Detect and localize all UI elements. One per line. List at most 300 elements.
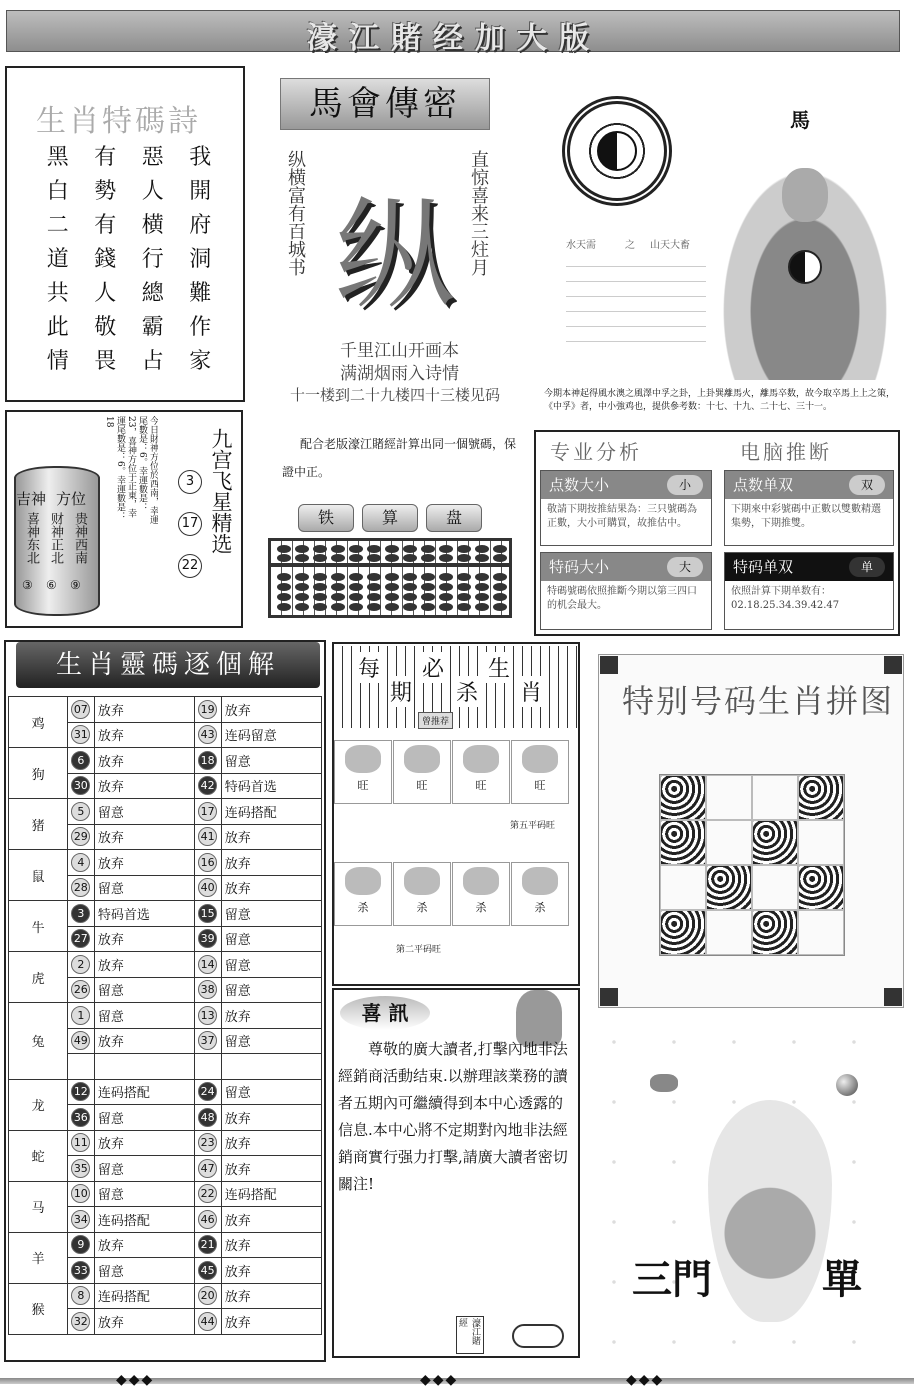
poem-char: 作 <box>189 315 212 340</box>
zodiac-advice: 放弃 <box>94 697 194 723</box>
zodiac-num-cell <box>68 1181 95 1207</box>
abacus-bead <box>475 545 489 553</box>
puzzle-corner-bl <box>600 988 618 1006</box>
animal-icon <box>522 745 558 773</box>
zodiac-num-cell <box>195 1207 222 1233</box>
zodiac-advice: 连码留意 <box>221 722 321 748</box>
poem-char: 此 <box>46 315 69 340</box>
abacus-bead <box>421 593 435 601</box>
abacus-bead <box>295 573 309 581</box>
zodiac-row <box>9 1232 322 1258</box>
abacus-bead <box>421 554 435 562</box>
abacus-bead <box>349 573 363 581</box>
zodiac-num-cell <box>195 977 222 1003</box>
footer-diamonds-2: ◆◆◆ <box>420 1372 459 1388</box>
zodiac-number: 26 <box>71 980 90 999</box>
zodiac-title: 生肖靈碼逐個解 <box>16 642 320 688</box>
zodiac-num-cell <box>68 1003 95 1029</box>
abacus-bead <box>439 583 453 591</box>
abacus-bead <box>439 545 453 553</box>
abacus-bead <box>493 545 507 553</box>
zodiac-num-cell <box>195 1130 222 1156</box>
poem-char: 道 <box>46 247 69 272</box>
abacus-bead <box>331 603 345 611</box>
kill-cell <box>334 862 392 926</box>
abacus-bead <box>313 603 327 611</box>
zodiac-advice: 连码搭配 <box>221 1181 321 1207</box>
kill-cell <box>393 740 451 804</box>
zodiac-number: 12 <box>71 1082 90 1101</box>
zodiac-num-cell <box>195 1309 222 1335</box>
hexagram-right-head: 山天大畜 <box>650 240 690 251</box>
zodiac-number: 1 <box>71 1006 90 1025</box>
zodiac-number: 11 <box>71 1133 90 1152</box>
abacus-bead <box>331 593 345 601</box>
animal-icon <box>345 745 381 773</box>
zodiac-animal: 马 <box>9 1181 68 1232</box>
abacus-bead <box>277 603 291 611</box>
zodiac-number: 44 <box>198 1312 217 1331</box>
zodiac-num-cell <box>195 1028 222 1054</box>
zodiac-advice: 放弃 <box>221 824 321 850</box>
abacus-bead <box>367 573 381 581</box>
zodiac-num-cell <box>195 697 222 723</box>
puzzle-corner-tl <box>600 656 618 674</box>
poem-char: 情 <box>46 349 69 374</box>
panel-size-badge: 小 <box>667 475 703 495</box>
poem-char: 總 <box>141 281 164 306</box>
zodiac-number: 45 <box>198 1261 217 1280</box>
abacus-bead <box>475 603 489 611</box>
panel-special-parity <box>724 552 894 630</box>
zodiac-advice: 留意 <box>94 1181 194 1207</box>
zodiac-advice: 留意 <box>94 875 194 901</box>
poem-char: 人 <box>94 281 117 306</box>
abacus-bead <box>493 603 507 611</box>
puzzle-tile <box>660 865 706 910</box>
zodiac-number: 21 <box>198 1235 217 1254</box>
panel-special-size-head: 特码大小 <box>549 558 610 576</box>
abacus-bead <box>367 545 381 553</box>
poem-char: 家 <box>189 349 212 374</box>
zodiac-num-cell <box>68 952 95 978</box>
zodiac-advice: 留意 <box>94 1156 194 1182</box>
zodiac-row <box>9 901 322 927</box>
kill-cell <box>511 862 569 926</box>
kill-title-char: 肖 <box>518 676 544 707</box>
zodiac-num-cell <box>195 952 222 978</box>
zodiac-number: 30 <box>71 776 90 795</box>
puzzle-tile <box>798 865 844 910</box>
zodiac-number: 19 <box>198 700 217 719</box>
kill-cell-label: 杀 <box>416 901 428 914</box>
zodiac-number: 14 <box>198 955 217 974</box>
zodiac-num-cell <box>195 850 222 876</box>
zodiac-advice: 连码搭配 <box>94 1283 194 1309</box>
poem-char: 開 <box>189 179 212 204</box>
zodiac-row <box>9 850 322 876</box>
abacus-bead <box>277 583 291 591</box>
zodiac-num-cell <box>195 1054 222 1080</box>
abacus-bead <box>403 554 417 562</box>
abacus-bead <box>439 603 453 611</box>
zodiac-number: 28 <box>71 878 90 897</box>
zodiac-num-cell <box>68 722 95 748</box>
abacus-bead <box>457 603 471 611</box>
right-calligraphy: 直惊喜来三炷月 <box>468 150 489 276</box>
zodiac-advice: 放弃 <box>221 1283 321 1309</box>
zodiac-num-cell <box>195 1232 222 1258</box>
puzzle-corner-br <box>884 988 902 1006</box>
abacus-bead <box>475 583 489 591</box>
zodiac-num-cell <box>68 1283 95 1309</box>
puzzle-tile <box>706 910 752 955</box>
zodiac-number: 37 <box>198 1031 217 1050</box>
abacus-bead <box>421 573 435 581</box>
panel-size-body: 敬請下期按推結果為：三只號碼為正數，大小可購買，故推估中。 <box>547 504 697 529</box>
poem-char: 二 <box>46 213 69 238</box>
abacus-title-3: 盘 <box>426 504 482 532</box>
zodiac-table <box>8 696 322 1335</box>
zodiac-advice: 放弃 <box>221 1156 321 1182</box>
zodiac-num-cell <box>68 1028 95 1054</box>
zodiac-row <box>9 952 322 978</box>
abacus-bead <box>331 545 345 553</box>
zodiac-num-cell <box>68 977 95 1003</box>
ball-icon <box>836 1074 858 1096</box>
kill-cell-label: 杀 <box>534 901 546 914</box>
poem-char: 行 <box>141 247 164 272</box>
poem-line-3: 十一楼到二十九楼四十三楼见码 <box>290 386 501 404</box>
abacus-bead <box>277 545 291 553</box>
god-label-2: 方位 <box>56 490 87 508</box>
horse-label: 馬 <box>790 108 810 132</box>
puzzle-tile <box>752 910 798 955</box>
abacus-bead <box>367 593 381 601</box>
big-character: 纵 <box>335 187 455 326</box>
zodiac-advice: 放弃 <box>94 773 194 799</box>
top-banner <box>6 10 900 56</box>
panel-special-size <box>540 552 712 630</box>
animal-icon <box>463 867 499 895</box>
god-num-3: ⑨ <box>70 578 81 592</box>
abacus-title-2: 算 <box>362 504 418 532</box>
puzzle-tile <box>752 820 798 865</box>
abacus-bead <box>439 573 453 581</box>
panel-parity-badge: 双 <box>849 475 885 495</box>
zodiac-num-cell <box>68 901 95 927</box>
abacus-bead <box>439 554 453 562</box>
animal-icon <box>345 867 381 895</box>
panel-parity <box>724 470 894 546</box>
god-num-1: ③ <box>22 578 33 592</box>
zodiac-advice: 放弃 <box>94 722 194 748</box>
zodiac-number: 36 <box>71 1108 90 1127</box>
zodiac-num-cell <box>195 1003 222 1029</box>
footer-diamonds-3: ◆◆◆ <box>626 1372 665 1388</box>
zodiac-advice: 留意 <box>94 1105 194 1131</box>
zodiac-num-cell <box>68 1054 95 1080</box>
poem-char: 勢 <box>94 179 117 204</box>
zodiac-num-cell <box>68 875 95 901</box>
kill-bottom-note: 第二平码旺 <box>396 945 442 955</box>
abacus-bead <box>349 554 363 562</box>
abacus-bead <box>349 593 363 601</box>
zodiac-num-cell <box>68 773 95 799</box>
abacus-bead <box>331 583 345 591</box>
sanmen-left: 三門 <box>632 1257 712 1303</box>
zodiac-advice <box>94 1054 194 1080</box>
puzzle-tile <box>798 910 844 955</box>
panel-size <box>540 470 712 546</box>
zodiac-advice: 特码首选 <box>221 773 321 799</box>
zodiac-num-cell <box>195 1283 222 1309</box>
abacus-bead <box>367 583 381 591</box>
abacus-bead <box>403 603 417 611</box>
abacus-bead <box>295 593 309 601</box>
zodiac-advice: 留意 <box>221 748 321 774</box>
poem-char: 難 <box>189 281 212 306</box>
zodiac-number: 31 <box>71 725 90 744</box>
zodiac-row <box>9 1130 322 1156</box>
zodiac-advice: 留意 <box>221 926 321 952</box>
abacus-bead <box>367 603 381 611</box>
zodiac-number: 6 <box>71 751 90 770</box>
horse-logo: 馬會傳密 <box>280 78 490 130</box>
abacus-bead <box>331 573 345 581</box>
zodiac-advice: 连码搭配 <box>94 1079 194 1105</box>
zodiac-advice: 放弃 <box>94 1130 194 1156</box>
kill-title-char: 杀 <box>454 676 480 707</box>
zodiac-number: 16 <box>198 853 217 872</box>
zodiac-num-cell <box>195 901 222 927</box>
zodiac-number: 40 <box>198 878 217 897</box>
god-num-2: ⑥ <box>46 578 57 592</box>
zodiac-num-cell <box>68 1130 95 1156</box>
zodiac-advice: 放弃 <box>94 926 194 952</box>
abacus-bead <box>331 554 345 562</box>
poem-char: 共 <box>46 281 69 306</box>
abacus-bead <box>349 583 363 591</box>
abacus <box>268 538 512 618</box>
zodiac-num-cell <box>195 1258 222 1284</box>
abacus-bead <box>475 593 489 601</box>
panel-special-size-body: 特碼號碼依照推斷今期以第三四口的机会最大。 <box>547 586 697 611</box>
kill-top-note: 第五平码旺 <box>510 821 556 831</box>
zodiac-number: 29 <box>71 827 90 846</box>
star-title: 九宫飞星精选 <box>209 428 233 554</box>
zodiac-num-cell <box>68 850 95 876</box>
zodiac-advice: 放弃 <box>94 1232 194 1258</box>
animal-icon <box>522 867 558 895</box>
kill-cell-label: 旺 <box>534 779 546 792</box>
zodiac-number: 4 <box>71 853 90 872</box>
zodiac-animal: 蛇 <box>9 1130 68 1181</box>
zodiac-num-cell <box>68 1105 95 1131</box>
abacus-bead <box>475 573 489 581</box>
zodiac-number: 43 <box>198 725 217 744</box>
kill-cell-label: 旺 <box>475 779 487 792</box>
zodiac-number: 38 <box>198 980 217 999</box>
zodiac-advice: 留意 <box>94 1258 194 1284</box>
zodiac-advice: 放弃 <box>221 1309 321 1335</box>
abacus-bead <box>403 545 417 553</box>
zodiac-number: 41 <box>198 827 217 846</box>
puzzle-tile <box>706 775 752 820</box>
zodiac-number: 32 <box>71 1312 90 1331</box>
god-col-1: 喜神东北 <box>24 512 39 564</box>
bagua-icon <box>562 96 672 206</box>
poem-char: 我 <box>189 145 212 170</box>
abacus-title-1: 铁 <box>298 504 354 532</box>
puzzle-tile <box>660 820 706 865</box>
god-col-2: 财神正北 <box>48 512 63 564</box>
left-calligraphy: 纵横富有百城书 <box>285 150 306 276</box>
zodiac-num-cell <box>68 926 95 952</box>
zodiac-number: 13 <box>198 1006 217 1025</box>
zodiac-num-cell <box>195 799 222 825</box>
zodiac-advice: 放弃 <box>221 1258 321 1284</box>
abacus-bead <box>493 593 507 601</box>
zodiac-num-cell <box>195 773 222 799</box>
zodiac-animal: 鼠 <box>9 850 68 901</box>
abacus-bead <box>493 583 507 591</box>
zodiac-num-cell <box>195 1105 222 1131</box>
poem-char: 占 <box>141 349 164 374</box>
zodiac-num-cell <box>68 1079 95 1105</box>
abacus-bead <box>385 583 399 591</box>
abacus-bead <box>385 554 399 562</box>
zodiac-row <box>9 1079 322 1105</box>
poem-char: 人 <box>141 179 164 204</box>
poem-char: 畏 <box>94 349 117 374</box>
abacus-bead <box>493 554 507 562</box>
zodiac-number: 34 <box>71 1210 90 1229</box>
abacus-bead <box>421 583 435 591</box>
star-2: 17 <box>178 512 202 536</box>
zodiac-number: 18 <box>198 751 217 770</box>
zodiac-num-cell <box>195 722 222 748</box>
kill-title-char: 必 <box>420 652 446 683</box>
zodiac-animal: 兔 <box>9 1003 68 1080</box>
zodiac-number: 5 <box>71 802 90 821</box>
abacus-bead <box>475 554 489 562</box>
bagua-text: 今期本神起得風水澳之風澤中孚之卦，上卦巽離馬火，離馬卒数，故今取卒馬上上之策，《中孚》者，中小強鸡也，提供參考数：十七、十九、二十七、三十一。 <box>544 389 896 412</box>
zodiac-row <box>9 697 322 723</box>
abacus-bead <box>439 593 453 601</box>
zodiac-advice: 留意 <box>221 901 321 927</box>
zodiac-advice: 放弃 <box>94 748 194 774</box>
kill-cell <box>452 740 510 804</box>
god-col-3: 贵神西南 <box>72 512 87 564</box>
abacus-bead <box>277 593 291 601</box>
zodiac-advice: 留意 <box>221 1028 321 1054</box>
animal-icon <box>404 745 440 773</box>
news-title: 喜 訊 <box>340 996 430 1030</box>
ninegrid-text: 今日財神方位於西南，幸運尾數是：6。幸運數是：23，喜神方位于正東，幸運尾數是：6。幸運數是：18 <box>104 416 158 524</box>
abacus-bead <box>349 603 363 611</box>
zodiac-number: 8 <box>71 1286 90 1305</box>
abacus-bead <box>313 545 327 553</box>
zodiac-advice: 留意 <box>94 799 194 825</box>
panel-parity-body: 下期來中彩號碼中正數以雙數精選集勢，下期推雙。 <box>731 504 881 529</box>
zodiac-row <box>9 799 322 825</box>
zodiac-num-cell <box>195 926 222 952</box>
zodiac-advice: 放弃 <box>221 875 321 901</box>
puzzle-tile <box>706 820 752 865</box>
kill-cell <box>511 740 569 804</box>
panel-size-head: 点数大小 <box>549 476 610 494</box>
zodiac-advice: 放弃 <box>94 952 194 978</box>
abacus-bead <box>403 573 417 581</box>
zodiac-number: 9 <box>71 1235 90 1254</box>
kill-cell <box>452 862 510 926</box>
panel-special-parity-badge: 单 <box>849 557 885 577</box>
zodiac-advice: 留意 <box>221 952 321 978</box>
banner-title: 濠江賭经加大版 <box>307 21 601 56</box>
snake-icon <box>512 1324 564 1348</box>
abacus-bead <box>385 603 399 611</box>
poem-line-2: 满湖烟雨入诗情 <box>340 364 459 384</box>
news-body: 尊敬的廣大讀者,打擊內地非法經銷商活動结束.以辦理該業務的讀者五期內可繼續得到本中心透露的信息.本中心將不定期對內地非法經銷商實行强力打擊,請廣大讀者密切關注! <box>338 1040 568 1193</box>
zodiac-advice: 放弃 <box>94 1309 194 1335</box>
abacus-bead <box>313 573 327 581</box>
abacus-bead <box>457 545 471 553</box>
zodiac-advice: 留意 <box>221 977 321 1003</box>
abacus-bead <box>457 583 471 591</box>
abacus-bead <box>349 545 363 553</box>
zodiac-advice: 留意 <box>221 1079 321 1105</box>
panel-parity-head: 点数单双 <box>733 476 794 494</box>
poem-title: 生肖特碼詩 <box>36 104 201 139</box>
abacus-bead <box>385 593 399 601</box>
abacus-bead <box>493 573 507 581</box>
star-3: 22 <box>178 554 202 578</box>
abacus-bead <box>457 593 471 601</box>
abacus-bead <box>313 583 327 591</box>
poem-line-1: 千里江山开画本 <box>340 341 459 361</box>
zodiac-advice: 放弃 <box>221 1105 321 1131</box>
zodiac-animal: 牛 <box>9 901 68 952</box>
panel-special-parity-body: 依照計算下期单数有：02.18.25.34.39.42.47 <box>731 586 840 611</box>
abacus-bead <box>403 583 417 591</box>
news-stamp: 濠江賭經 <box>456 1316 484 1354</box>
zodiac-advice: 留意 <box>94 1003 194 1029</box>
zodiac-number: 10 <box>71 1184 90 1203</box>
zodiac-advice: 留意 <box>94 977 194 1003</box>
puzzle-tile <box>706 865 752 910</box>
abacus-bead <box>457 554 471 562</box>
star-1: 3 <box>178 470 202 494</box>
ox-icon <box>650 1074 678 1092</box>
zodiac-advice: 放弃 <box>94 1028 194 1054</box>
zodiac-animal: 猴 <box>9 1283 68 1334</box>
zodiac-row <box>9 1181 322 1207</box>
puzzle-tile <box>798 775 844 820</box>
zodiac-number: 3 <box>71 904 90 923</box>
puzzle-corner-tr <box>884 656 902 674</box>
zodiac-advice: 连码搭配 <box>221 799 321 825</box>
zodiac-number: 17 <box>198 802 217 821</box>
kill-cell-label: 杀 <box>475 901 487 914</box>
puzzle-title: 特别号码生肖拼图 <box>622 682 895 720</box>
zodiac-number: 33 <box>71 1261 90 1280</box>
panel-special-size-badge: 大 <box>667 557 703 577</box>
zodiac-number: 23 <box>198 1133 217 1152</box>
panel-special-parity-head: 特码单双 <box>733 558 794 576</box>
abacus-bead <box>295 554 309 562</box>
abacus-bead <box>313 554 327 562</box>
